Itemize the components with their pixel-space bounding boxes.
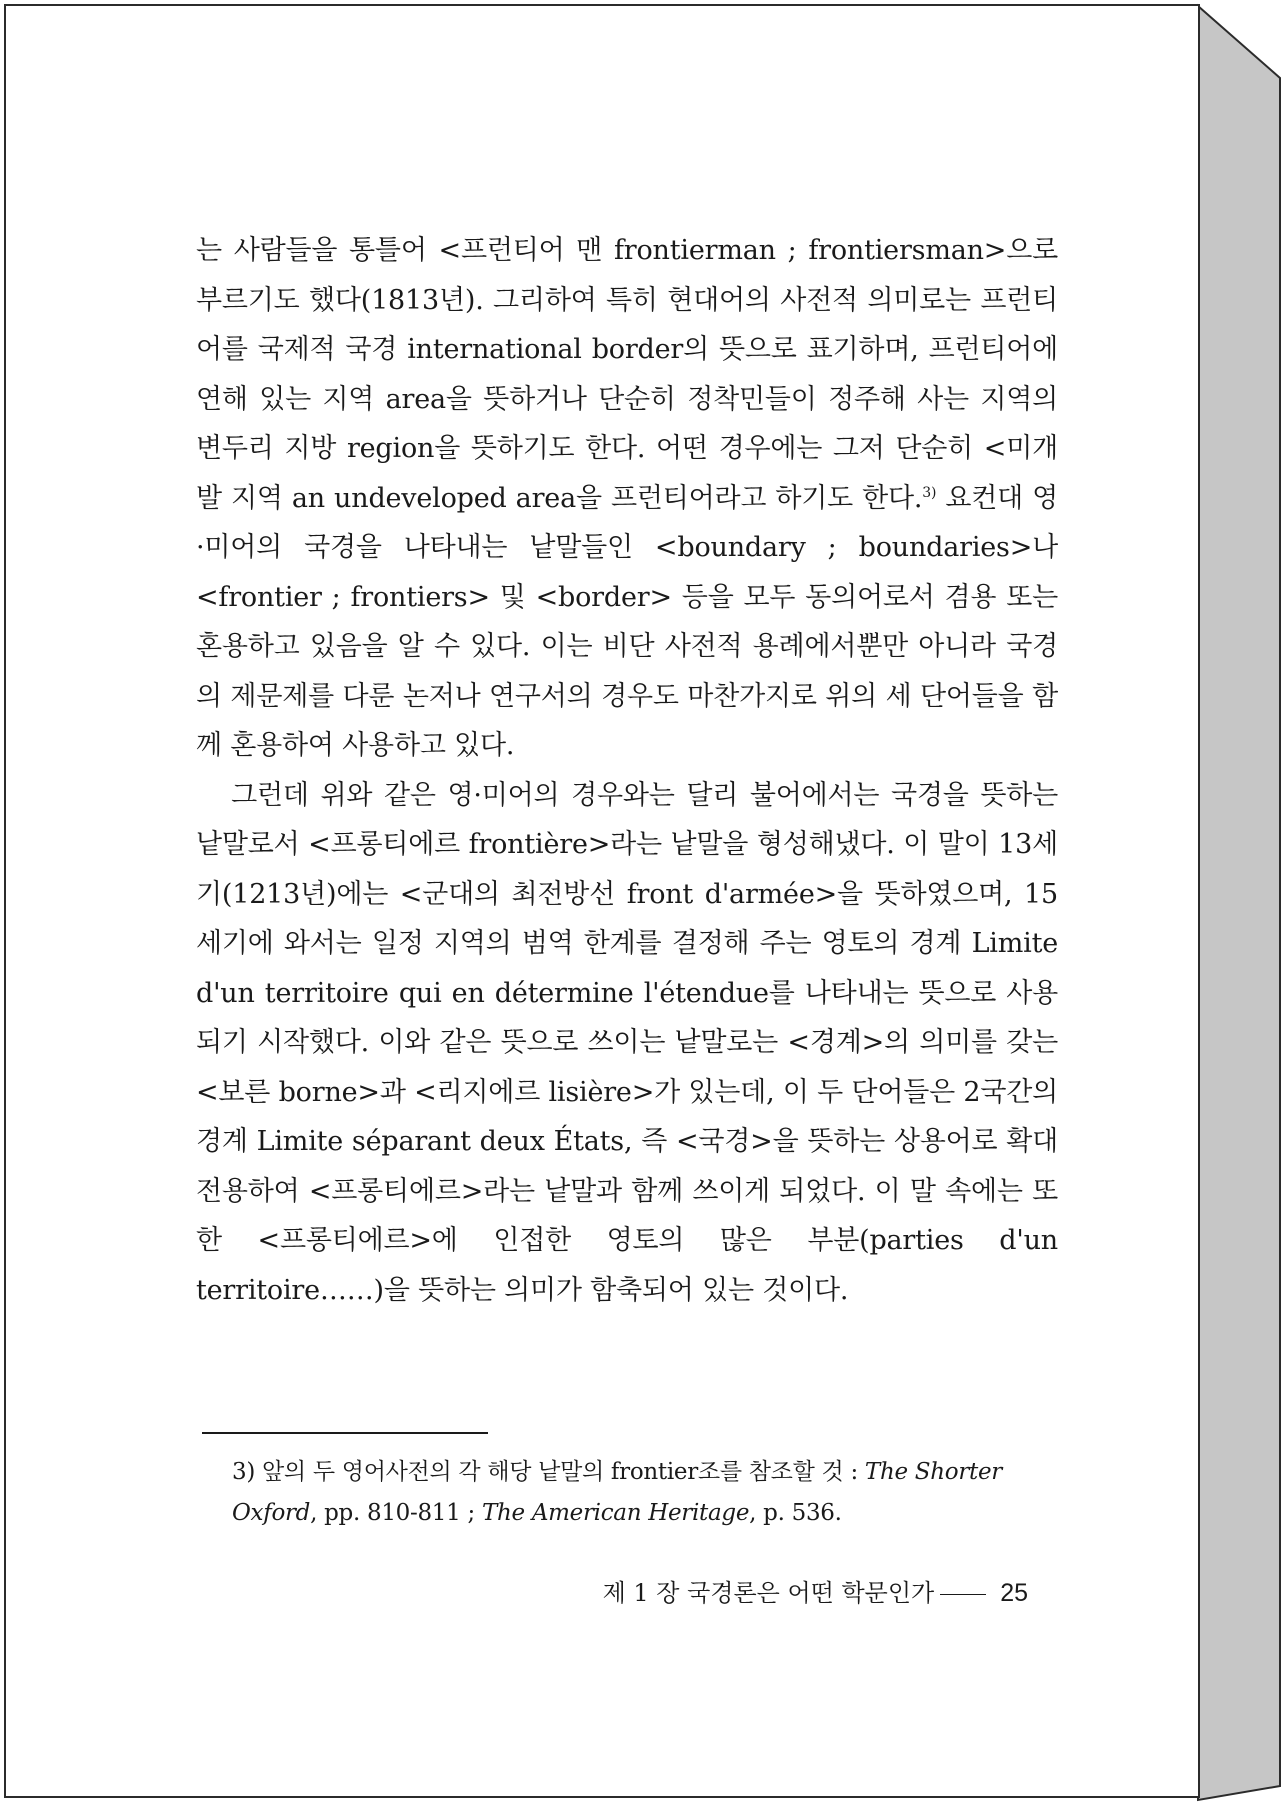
- paragraph-1-text-cont: 요컨대 영·미어의 국경을 나타내는 낱말들인 <boundary ; boundaries>나 <frontier ; frontiers> 및 <border> 등을 모두 동의어로서 겸용 또는 혼용하고 있음을 알 수 있다. 이는 비단 사전적 용례에서뿐만 아니라 국경의 제문제를 다룬 논저나 연구서의 경우도 마찬가지로 위의 세 단어들을 함께 혼용하여 사용하고 있다.: [196, 482, 1058, 761]
- footnote-rule: [202, 1432, 488, 1434]
- footnote-pages-1: , pp. 810-811 ;: [310, 1500, 482, 1526]
- footnote-title-2: The American Heritage: [481, 1500, 750, 1526]
- footnote: [232, 1452, 1062, 1534]
- footnote-text: 3) 앞의 두 영어사전의 각 해당 낱말의 frontier조를 참조할 것 :: [232, 1459, 865, 1485]
- running-footer: [603, 1573, 1028, 1608]
- paragraph-1: [196, 226, 1058, 771]
- body-text: [196, 226, 1058, 1315]
- paragraph-2: 그런데 위와 같은 영·미어의 경우와는 달리 불어에서는 국경을 뜻하는 낱말로서 <프롱티에르 frontière>라는 낱말을 형성해냈다. 이 말이 13세기(1213년)에는 <군대의 최전방선 front d'armée>을 뜻하였으며, 15세기에 와서는 일정 지역의 범역 한계를 결정해 주는 영토의 경계 Limite d'un territoire qui en détermine l'étendue를 나타내는 뜻으로 사용되기 시작했다. 이와 같은 뜻으로 쓰이는 낱말로는 <경계>의 의미를 갖는 <보른 borne>과 <리지에르 lisière>가 있는데, 이 두 단어들은 2국간의 경계 Limite séparant deux États, 즉 <국경>을 뜻하는 상용어로 확대 전용하여 <프롱티에르>라는 낱말과 함께 쓰이게 되었다. 이 말 속에는 또한 <프롱티에르>에 인접한 영토의 많은 부분(parties d'un territoire……)을 뜻하는 의미가 함축되어 있는 것이다.: [196, 779, 1058, 1306]
- footnote-pages-2: , p. 536.: [749, 1500, 842, 1526]
- footnote-ref: 3): [922, 484, 937, 501]
- footer-dash: [940, 1594, 986, 1595]
- footnote-title-1: The Shorter Oxford: [232, 1459, 1002, 1526]
- chapter-title: 제 1 장 국경론은 어떤 학문인가: [602, 1579, 935, 1607]
- page-number: 25: [1000, 1579, 1028, 1607]
- paragraph-1-text: 는 사람들을 통틀어 <프런티어 맨 frontierman ; frontiersman>으로 부르기도 했다(1813년). 그리하여 특히 현대어의 사전적 의미로는 프런티어를 국제적 국경 international border의 뜻으로 표기하며, 프런티어에 연해 있는 지역 area을 뜻하거나 단순히 정착민들이 정주해 사는 지역의 변두리 지방 region을 뜻하기도 한다. 어떤 경우에는 그저 단순히 <미개발 지역 an undeveloped area을 프런티어라고 하기도 한다.: [196, 235, 1058, 514]
